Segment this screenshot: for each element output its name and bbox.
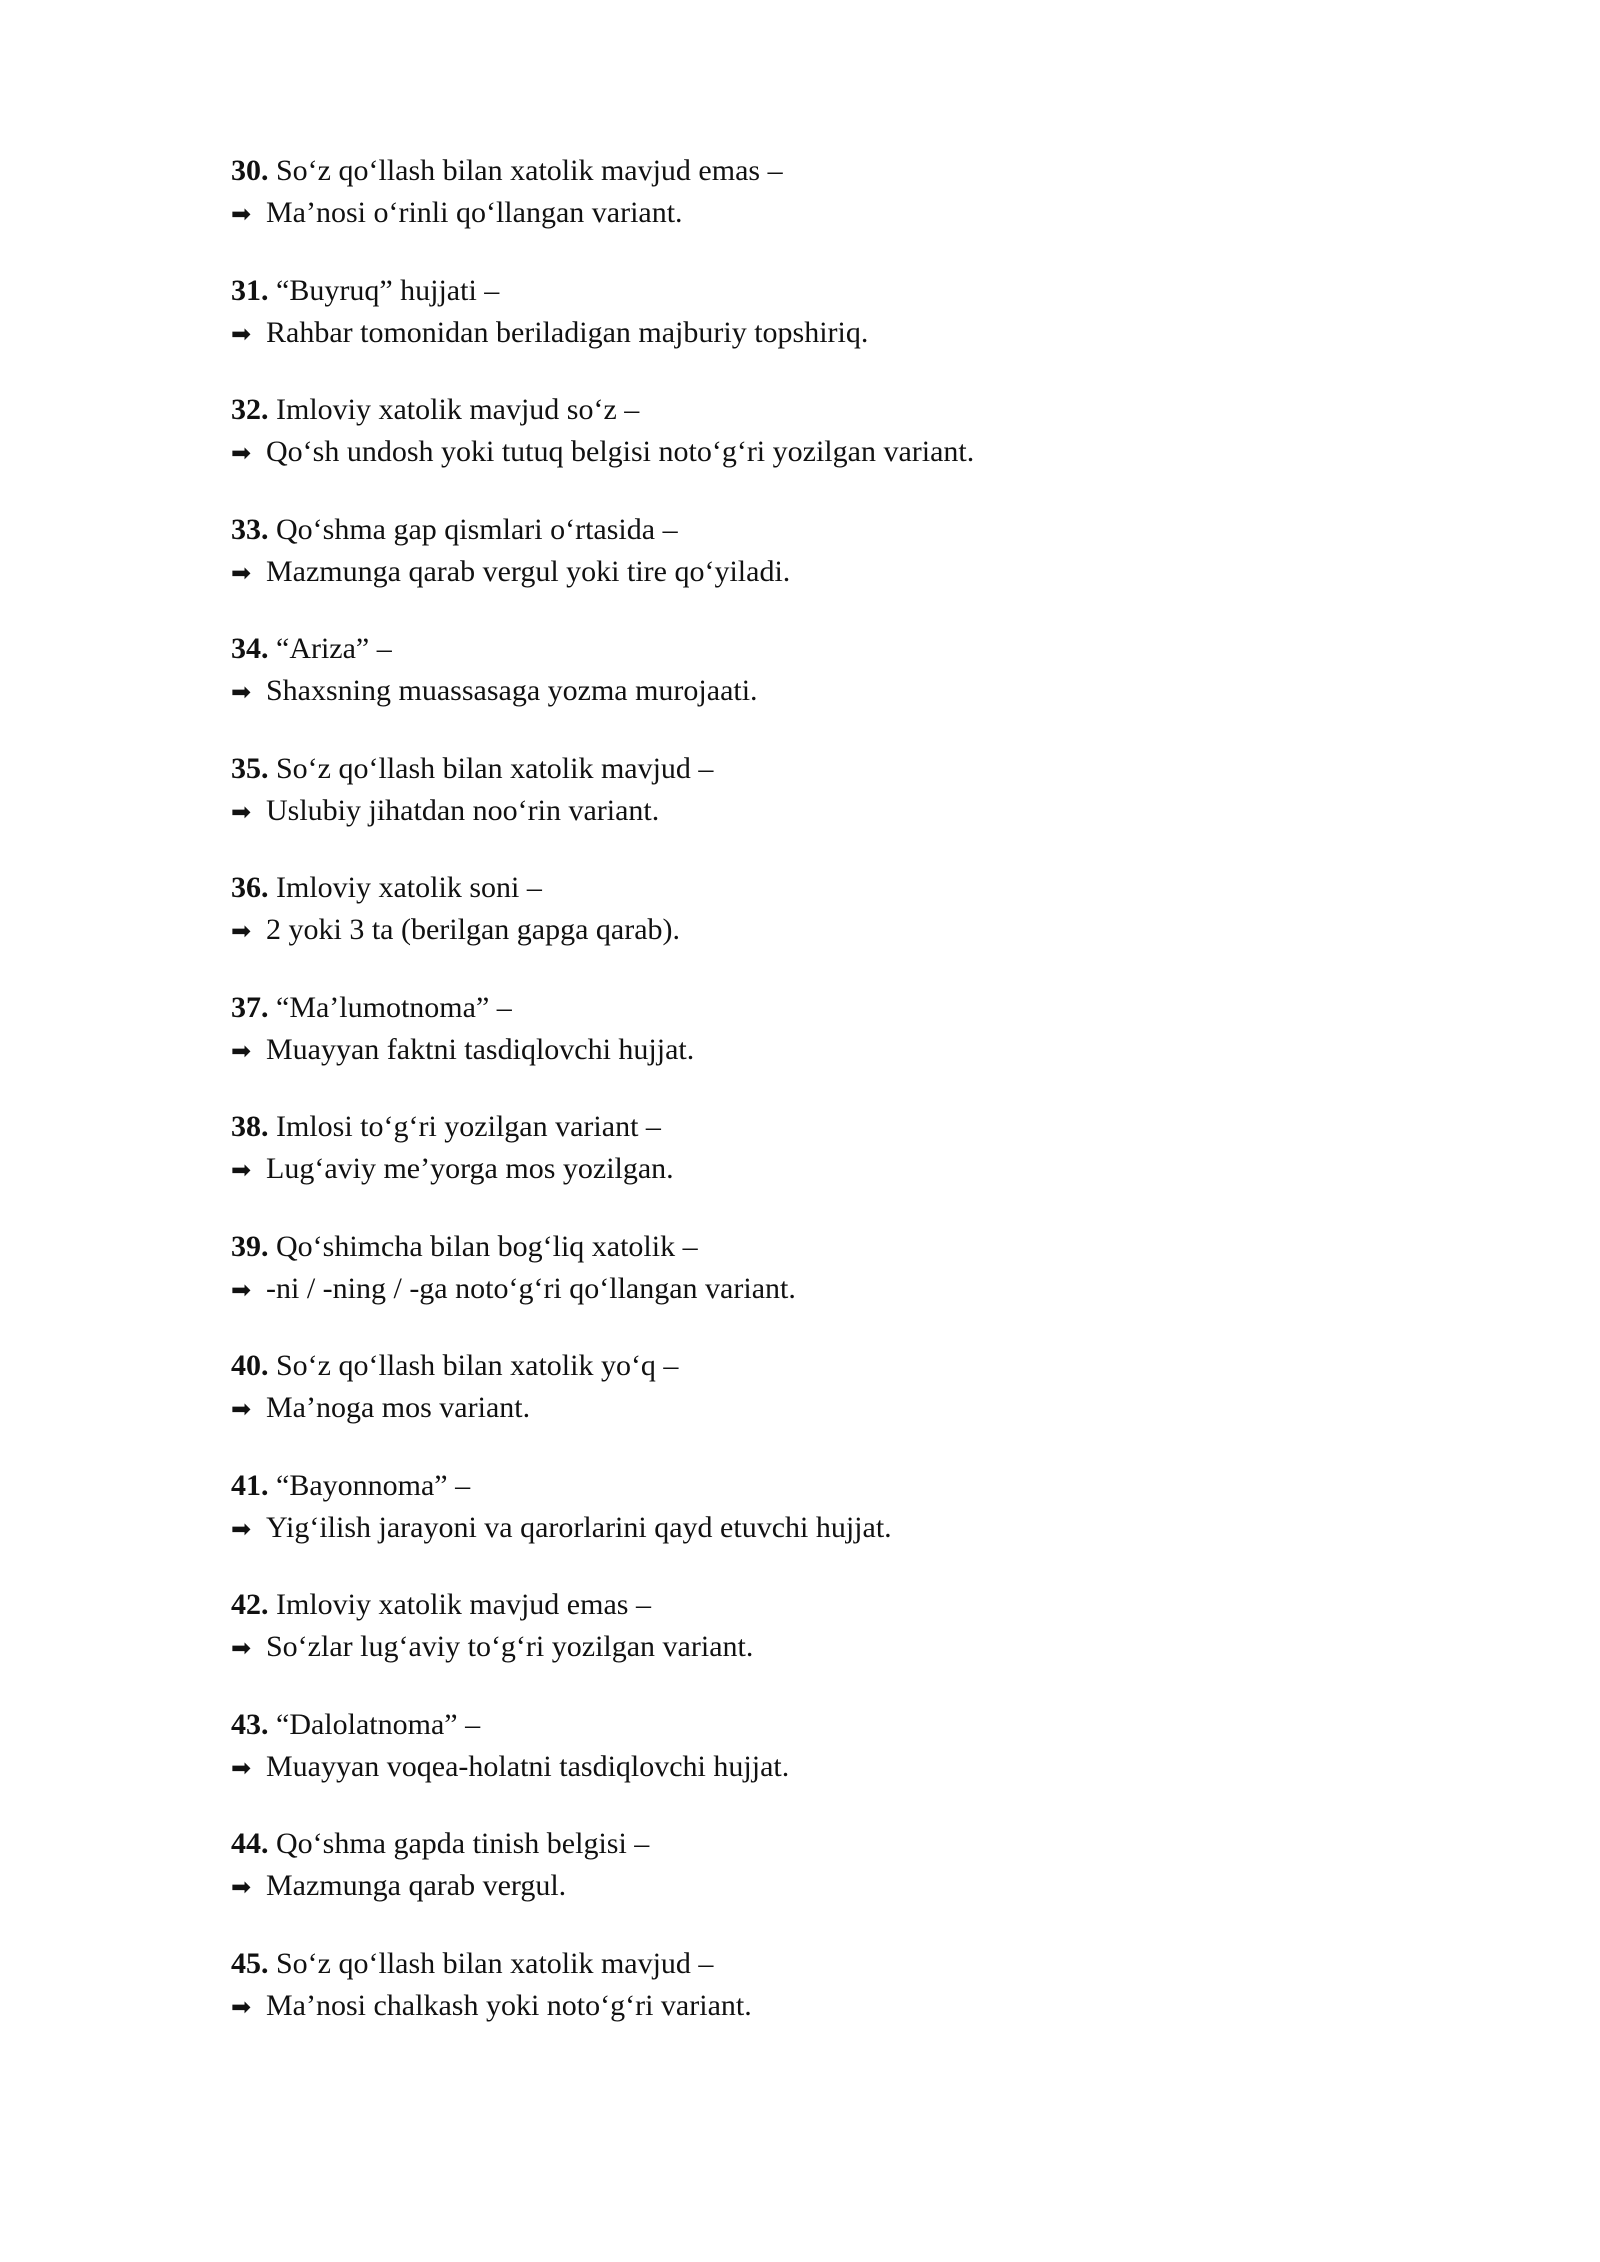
question-text: Qo‘shma gapda tinish belgisi –: [276, 1827, 650, 1860]
question-line: [231, 1345, 1431, 1387]
item-number: 35.: [231, 751, 269, 785]
answer-text: Rahbar tomonidan beriladigan majburiy topshiriq.: [266, 315, 869, 349]
question-text: So‘z qo‘llash bilan xatolik mavjud –: [276, 751, 714, 785]
answer-line: [231, 192, 1431, 235]
arrow-right-icon: ➡: [231, 319, 252, 348]
item-number: 37.: [231, 990, 269, 1024]
question-text: “Buyruq” hujjati –: [276, 273, 500, 307]
answer-line: [231, 790, 1431, 833]
item-number: 43.: [231, 1707, 269, 1741]
arrow-right-icon: ➡: [231, 797, 252, 826]
item-number: 38.: [231, 1110, 269, 1143]
answer-text: Muayyan faktni tasdiqlovchi hujjat.: [266, 1032, 695, 1066]
question-text: Qo‘shma gap qismlari o‘rtasida –: [276, 512, 678, 546]
question-text: Imloviy xatolik mavjud so‘z –: [276, 393, 640, 426]
question-line: [231, 389, 1431, 431]
document-page: [231, 150, 1431, 2062]
answer-text: -ni / -ning / -ga noto‘g‘ri qo‘llangan variant.: [266, 1271, 796, 1305]
question-text: So‘z qo‘llash bilan xatolik mavjud emas –: [276, 154, 783, 187]
list-item: [231, 1584, 1431, 1704]
question-line: [231, 1584, 1431, 1626]
item-number: 45.: [231, 1946, 269, 1980]
item-number: 42.: [231, 1588, 269, 1621]
answer-line: [231, 1626, 1431, 1669]
list-item: [231, 1704, 1431, 1824]
list-item: [231, 867, 1431, 987]
question-text: So‘z qo‘llash bilan xatolik yo‘q –: [276, 1349, 679, 1382]
question-text: Imloviy xatolik soni –: [276, 871, 542, 904]
list-item: [231, 987, 1431, 1107]
question-text: “Dalolatnoma” –: [276, 1707, 481, 1741]
arrow-right-icon: ➡: [231, 917, 252, 945]
question-line: [231, 509, 1431, 551]
item-number: 44.: [231, 1827, 269, 1860]
arrow-right-icon: ➡: [231, 1036, 252, 1065]
answer-text: Uslubiy jihatdan noo‘rin variant.: [266, 793, 660, 827]
question-text: Qo‘shimcha bilan bog‘liq xatolik –: [276, 1229, 698, 1263]
list-item: [231, 628, 1431, 748]
answer-line: [231, 1268, 1431, 1311]
answer-text: Shaxsning muassasaga yozma murojaati.: [266, 674, 758, 707]
question-text: “Bayonnoma” –: [276, 1468, 471, 1502]
answer-text: Ma’noga mos variant.: [266, 1391, 531, 1424]
answer-text: So‘zlar lug‘aviy to‘g‘ri yozilgan variant.: [266, 1630, 754, 1663]
arrow-right-icon: ➡: [231, 1275, 252, 1304]
question-line: [231, 1226, 1431, 1268]
question-text: “Ariza” –: [276, 632, 392, 665]
list-item: [231, 509, 1431, 629]
question-line: [231, 1943, 1431, 1985]
answer-text: 2 yoki 3 ta (berilgan gapga qarab).: [266, 913, 681, 946]
question-line: [231, 1823, 1431, 1865]
answer-line: [231, 1865, 1431, 1908]
list-item: [231, 1226, 1431, 1346]
question-line: [231, 987, 1431, 1029]
answer-line: [231, 909, 1431, 952]
question-text: Imloviy xatolik mavjud emas –: [276, 1588, 651, 1621]
item-number: 30.: [231, 154, 269, 187]
question-line: [231, 1465, 1431, 1507]
answer-text: Ma’nosi o‘rinli qo‘llangan variant.: [266, 196, 683, 229]
question-line: [231, 748, 1431, 790]
item-number: 40.: [231, 1349, 269, 1382]
item-number: 41.: [231, 1468, 269, 1502]
answer-line: [231, 1985, 1431, 2028]
list-item: [231, 1345, 1431, 1465]
answer-line: [231, 670, 1431, 713]
item-number: 36.: [231, 871, 269, 904]
list-item: [231, 748, 1431, 868]
arrow-right-icon: ➡: [231, 1873, 252, 1901]
answer-text: Qo‘sh undosh yoki tutuq belgisi noto‘g‘ri yozilgan variant.: [266, 435, 975, 468]
item-number: 34.: [231, 632, 269, 665]
arrow-right-icon: ➡: [231, 678, 252, 706]
question-line: [231, 628, 1431, 670]
list-item: [231, 1106, 1431, 1226]
list-item: [231, 150, 1431, 270]
question-text: Imlosi to‘g‘ri yozilgan variant –: [276, 1110, 661, 1143]
arrow-right-icon: ➡: [231, 1514, 252, 1543]
arrow-right-icon: ➡: [231, 1753, 252, 1782]
arrow-right-icon: ➡: [231, 1395, 252, 1423]
question-text: “Ma’lumotnoma” –: [276, 990, 512, 1024]
item-number: 33.: [231, 512, 269, 546]
item-number: 39.: [231, 1229, 269, 1263]
answer-line: [231, 1746, 1431, 1789]
arrow-right-icon: ➡: [231, 439, 252, 467]
answer-line: [231, 1148, 1431, 1191]
list-item: [231, 1943, 1431, 2063]
answer-line: [231, 431, 1431, 474]
list-item: [231, 1823, 1431, 1943]
list-item: [231, 1465, 1431, 1585]
arrow-right-icon: ➡: [231, 1634, 252, 1662]
answer-text: Muayyan voqea-holatni tasdiqlovchi hujjat.: [266, 1749, 790, 1783]
arrow-right-icon: ➡: [231, 200, 252, 228]
arrow-right-icon: ➡: [231, 1156, 252, 1184]
question-line: [231, 270, 1431, 312]
item-number: 31.: [231, 273, 269, 307]
answer-text: Ma’nosi chalkash yoki noto‘g‘ri variant.: [266, 1988, 752, 2022]
arrow-right-icon: ➡: [231, 558, 252, 587]
question-line: [231, 1704, 1431, 1746]
question-line: [231, 1106, 1431, 1148]
list-item: [231, 389, 1431, 509]
answer-text: Yig‘ilish jarayoni va qarorlarini qayd etuvchi hujjat.: [266, 1510, 892, 1544]
answer-text: Mazmunga qarab vergul.: [266, 1869, 567, 1902]
question-line: [231, 867, 1431, 909]
arrow-right-icon: ➡: [231, 1992, 252, 2021]
answer-text: Mazmunga qarab vergul yoki tire qo‘yiladi.: [266, 554, 791, 588]
item-number: 32.: [231, 393, 269, 426]
answer-text: Lug‘aviy me’yorga mos yozilgan.: [266, 1152, 674, 1185]
list-item: [231, 270, 1431, 390]
answer-line: [231, 312, 1431, 355]
answer-line: [231, 551, 1431, 594]
question-line: [231, 150, 1431, 192]
answer-line: [231, 1387, 1431, 1430]
question-text: So‘z qo‘llash bilan xatolik mavjud –: [276, 1946, 714, 1980]
answer-line: [231, 1029, 1431, 1072]
answer-line: [231, 1507, 1431, 1550]
